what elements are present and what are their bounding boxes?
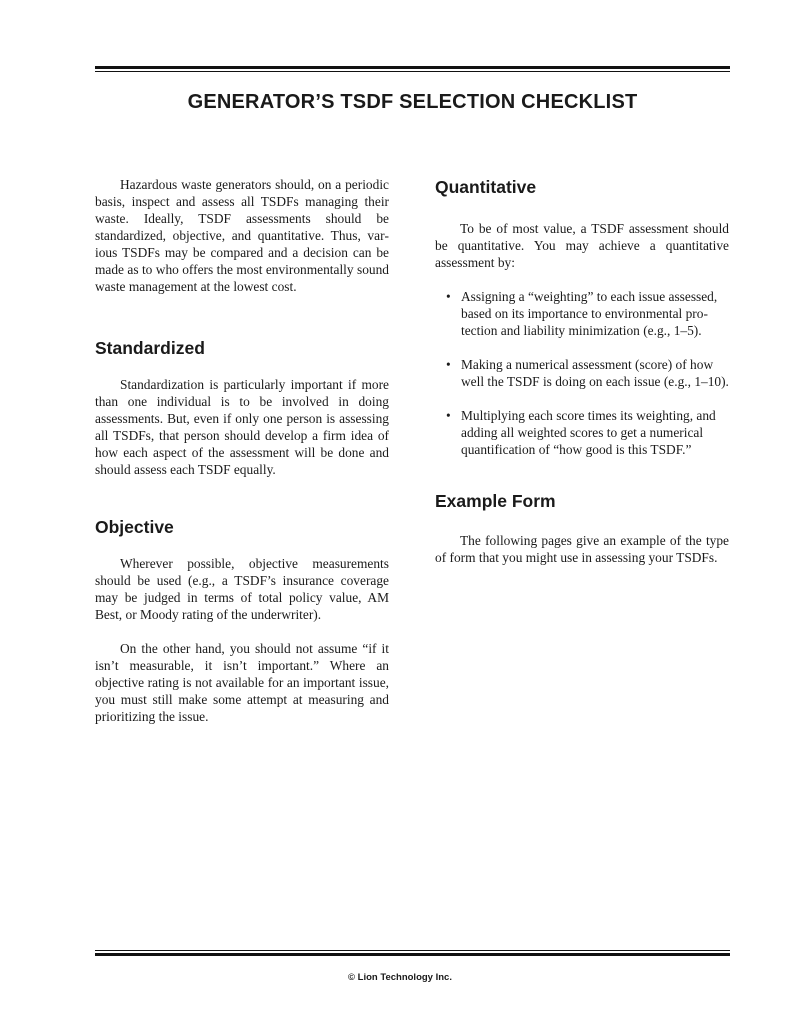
quantitative-paragraph: To be of most value, a TSDF assessment should be quantitative. You may achieve a quantitative assessment by: — [435, 221, 729, 270]
objective-heading: Objective — [95, 517, 174, 537]
bullet-text: Assigning a “weighting” to each issue assessed, based on its importance to environmental protection and liability minimization (e.g., 1–5). — [461, 289, 718, 338]
header-rule — [95, 66, 730, 72]
bullet-text: Multiplying each score times its weighting, and adding all weighted scores to get a numerical quantification of “how good is this TSDF.” — [461, 408, 716, 457]
copyright-footer: © Lion Technology Inc. — [348, 972, 452, 983]
objective-paragraph-2: On the other hand, you should not assume “if it isn’t measurable, it isn’t important.” Where an objective rating is not available for an important issue, you must still make some attempt at measuring and prioritizing the issue. — [95, 641, 389, 724]
standardized-paragraph: Standardization is particularly important if more than one individual is to be involved in doing assessments. But, even if only one person is assessing all TSDFs, that person should develop a firm idea of how each aspect of the assessment will be done and should assess each TSDF equally. — [95, 377, 389, 477]
quantitative-heading: Quantitative — [435, 177, 537, 197]
list-item — [435, 356, 729, 390]
bullet-icon: • — [446, 289, 451, 304]
quantitative-bullet-list — [435, 288, 729, 458]
right-column — [435, 176, 729, 566]
list-item — [435, 288, 729, 339]
bullet-icon: • — [446, 357, 451, 372]
example-form-heading: Example Form — [435, 491, 556, 511]
bullet-text: Making a numerical assessment (score) of how well the TSDF is doing on each issue (e.g., 1–10). — [461, 357, 729, 389]
left-column — [95, 176, 389, 725]
standardized-heading: Standardized — [95, 338, 205, 358]
list-item — [435, 407, 729, 458]
bullet-icon: • — [446, 408, 451, 423]
footer-rule — [95, 950, 730, 956]
objective-paragraph-1: Wherever possible, objective measurements should be used (e.g., a TSDF’s insurance coverage may be judged in terms of total policy value, AM Best, or Moody rating of the underwriter). — [95, 556, 389, 622]
example-form-paragraph: The following pages give an example of the type of form that you might use in assessing your TSDFs. — [435, 533, 729, 565]
page-title: GENERATOR’S TSDF SELECTION CHECKLIST — [187, 91, 638, 113]
intro-paragraph: Hazardous waste generators should, on a periodic basis, inspect and assess all TSDFs managing their waste. Ideally, TSDF assessments should be standardized, objective, and quantitative. Thus, various TSDFs may be compared and a decision can be made as to who offers the most environmentally sound waste management at the lowest cost. — [95, 177, 389, 294]
